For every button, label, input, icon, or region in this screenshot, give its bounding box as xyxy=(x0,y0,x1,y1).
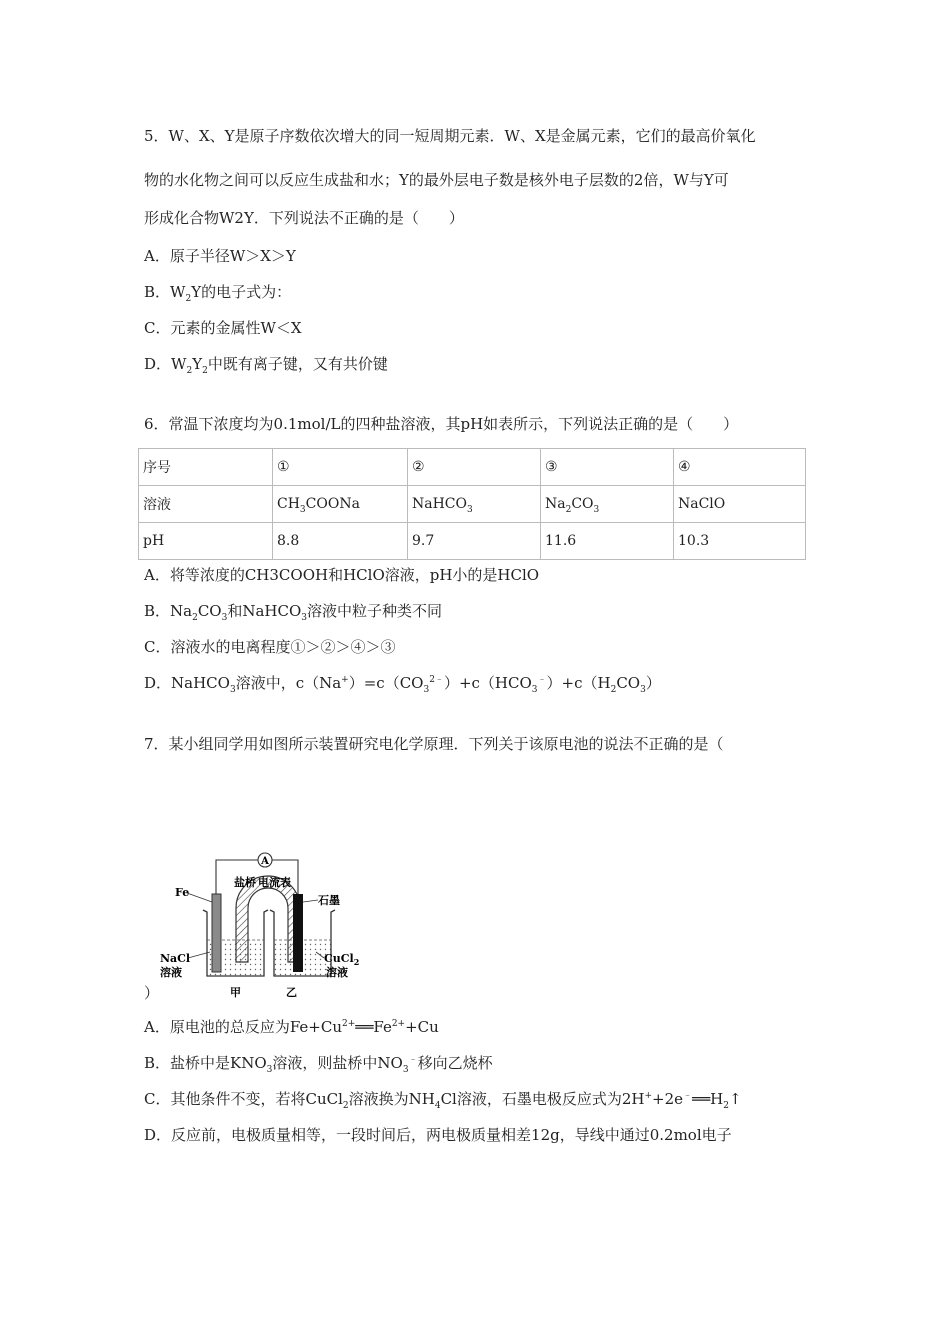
table-row xyxy=(139,523,806,560)
label-fe: Fe xyxy=(175,886,190,899)
q6-stem: 6．常温下浓度均为0.1mol/L的四种盐溶液，其pH如表所示，下列说法正确的是（ ） xyxy=(144,415,739,433)
graphite-electrode xyxy=(293,894,303,972)
q5-stem-line-1: 5．W、X、Y是原子序数依次增大的同一短周期元素．W、X是金属元素，它们的最高价氧化 xyxy=(144,127,756,145)
q6-option-b: B．$Na_2CO_3$和NaHCO$_3$溶液中粒子种类不同 xyxy=(144,602,443,623)
fe-electrode xyxy=(212,894,221,972)
q5-option-b: B．$W_2Y$的电子式为： xyxy=(144,283,292,304)
table-cell: 10.3 xyxy=(674,523,806,560)
label-nacl: NaCl xyxy=(160,952,191,965)
table-cell: pH xyxy=(139,523,273,560)
q5-stem-line-2: 物的水化物之间可以反应生成盐和水；Y的最外层电子数是核外电子层数的2倍，W与Y可 xyxy=(144,171,729,189)
table-cell: NaHCO$_3$ xyxy=(408,486,541,523)
q6-option-c: C．溶液水的电离程度①＞②＞④＞③ xyxy=(144,638,396,656)
table-cell: 溶液 xyxy=(139,486,273,523)
table-header-cell: 序号 xyxy=(139,449,273,486)
q5-option-c: C．元素的金属性W＜X xyxy=(144,319,302,337)
table-header-cell: ① xyxy=(273,449,408,486)
label-nacl-solution: 溶液 xyxy=(160,966,182,979)
q7-option-b: B．盐桥中是$KNO_3$溶液，则盐桥中$NO_3^﹣$移向乙烧杯 xyxy=(144,1054,493,1075)
galvanic-cell-diagram xyxy=(158,852,368,1002)
q5-stem-line-3: 形成化合物W2Y．下列说法不正确的是（ ） xyxy=(144,209,464,227)
table-cell: $CH_3COONa$ xyxy=(273,486,408,523)
q6-option-d: D．NaHCO$_3$溶液中，$c(Na^+)=c(CO_3^{2﹣})+c(HCO_3^﹣)+c(H_2CO_3)$ xyxy=(144,674,661,695)
label-ammeter: 电流表 xyxy=(258,876,291,889)
ph-table xyxy=(138,448,806,560)
q7-option-a: A．原电池的总反应为$Fe+Cu^{2+}══Fe^{2+}+Cu$ xyxy=(144,1018,439,1036)
q7-stem-close: ） xyxy=(144,984,160,1002)
q5-option-d: D．$W_2Y_2$中既有离子键，又有共价键 xyxy=(144,355,388,376)
table-cell: NaClO xyxy=(674,486,806,523)
label-cucl2: CuCl$_2$ xyxy=(324,952,360,967)
q6-option-a: A．将等浓度的CH3COOH和HClO溶液，pH小的是HClO xyxy=(144,566,540,584)
label-jia: 甲 xyxy=(230,986,241,999)
q7-option-c: C．其他条件不变，若将CuCl$_2$溶液换为$NH_4Cl$溶液，石墨电极反应式为$2H^++2e^﹣══H_2↑$ xyxy=(144,1090,742,1111)
table-cell: 11.6 xyxy=(541,523,674,560)
table-cell: 8.8 xyxy=(273,523,408,560)
q7-stem: 7．某小组同学用如图所示装置研究电化学原理．下列关于该原电池的说法不正确的是（ xyxy=(144,735,724,753)
table-header-cell: ② xyxy=(408,449,541,486)
label-yi: 乙 xyxy=(286,986,297,999)
table-header-cell: ④ xyxy=(674,449,806,486)
table-cell: $Na_2CO_3$ xyxy=(541,486,674,523)
label-graphite: 石墨 xyxy=(318,894,340,907)
label-cucl2-solution: 溶液 xyxy=(326,966,348,979)
table-row xyxy=(139,486,806,523)
table-header-cell: ③ xyxy=(541,449,674,486)
q7-option-d: D．反应前，电极质量相等，一段时间后，两电极质量相差12g，导线中通过0.2mol电子 xyxy=(144,1126,732,1144)
ammeter-symbol: A xyxy=(261,856,269,867)
q5-option-a: A．原子半径W＞X＞Y xyxy=(144,247,296,265)
table-cell: 9.7 xyxy=(408,523,541,560)
table-row xyxy=(139,449,806,486)
label-salt-bridge: 盐桥 xyxy=(234,876,256,889)
